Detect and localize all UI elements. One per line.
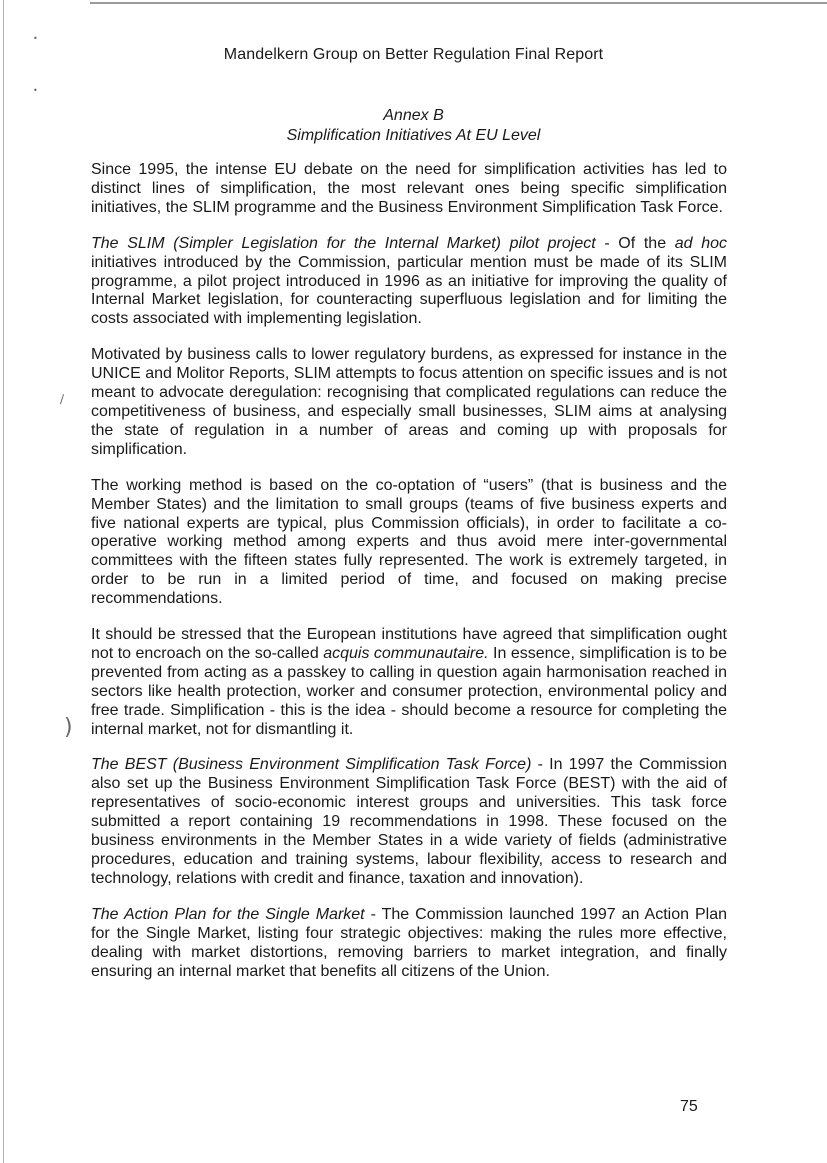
action-plan-lead-heading: The Action Plan for the Single Market <box>91 905 365 923</box>
paragraph-slim <box>91 235 727 330</box>
scan-left-edge <box>3 0 4 1163</box>
binder-hole-mark: ) <box>64 715 73 740</box>
paragraph-working-method: The working method is based on the co-optation of “users” (that is business and the Member States) and the limitation to small groups (teams of five business experts and five national experts are typical, plus Commission officials), in order to facilitate a co-operative working method among experts and thus avoid mere inter-governmental committees with the fifteen states fully represented. The work is extremely targeted, in order to be run in a limited period of time, and focused on making precise recommendations. <box>91 476 727 608</box>
annex-title: Simplification Initiatives At EU Level <box>286 127 541 144</box>
acquis-emphasis: acquis communautaire. <box>323 644 489 662</box>
paragraph-motivation: Motivated by business calls to lower regulatory burdens, as expressed for instance in the UNICE and Molitor Reports, SLIM attempts to focus attention on specific issues and is not meant to advocate deregulation: recognising that complicated regulations can reduce the competitiveness of business, and especially small businesses, SLIM aims at analysing the state of regulation in a number of areas and coming up with proposals for simplification. <box>91 346 727 458</box>
action-plan-text: - The Commission launched 1997 an Action Plan for the Single Market, listing four strategic objectives: making the rules more effective, dealing with market distortions, removing barriers to market integration, and finally ensuring an internal market that benefits all citizens of the Union. <box>91 905 727 980</box>
acquis-text-rest: In essence, simplification is to be prevented from acting as a passkey to calling in question again harmonisation reached in sectors like health protection, worker and consumer protection, environmental policy and free trade. Simplification - this is the idea - should become a resource for completing the internal market, not for dismantling it. <box>91 644 727 738</box>
acquis-text-start: It should be stressed that the European institutions have agreed that simplification ought not to encroach on the so-called <box>91 626 727 662</box>
annex-label: Annex B <box>383 107 444 124</box>
annex-heading <box>0 106 827 146</box>
page-number: 75 <box>680 1098 698 1115</box>
paragraph-action-plan <box>91 906 727 982</box>
paragraph-acquis <box>91 626 727 739</box>
ad-hoc-emphasis: ad hoc <box>674 234 727 252</box>
slim-text-rest: initiatives introduced by the Commission, particular mention must be made of its SLIM programme, a pilot project introduced in 1996 as an initiative for improving the quality of Internal Market legislation, for counteracting superfluous legislation and for limiting the costs associated with implementing legislation. <box>91 253 727 328</box>
slim-text-start: - Of the <box>595 234 675 252</box>
document-body <box>91 161 727 998</box>
scan-top-border <box>90 2 827 4</box>
margin-dot-mark: • <box>33 86 38 95</box>
paragraph-best <box>91 756 727 888</box>
margin-dot-mark: • <box>33 34 38 43</box>
paragraph-intro: Since 1995, the intense EU debate on the need for simplification activities has led to distinct lines of simplification, the most relevant ones being specific simplification initiatives, the SLIM programme and the Business Environment Simplification Task Force. <box>91 161 727 216</box>
margin-tick-mark: \ <box>56 392 68 406</box>
best-text: - In 1997 the Commission also set up the Business Environment Simplification Task Force (BEST) with the aid of representatives of socio-economic interest groups and universities. This task force submitted a report containing 19 recommendations in 1998. These focused on the business environments in the Member States in a wide variety of fields (administrative procedures, education and training systems, labour flexibility, access to research and technology, relations with credit and finance, taxation and innovation). <box>91 756 727 887</box>
best-lead-heading: The BEST (Business Environment Simplification Task Force) <box>91 756 532 774</box>
running-header: Mandelkern Group on Better Regulation Final Report <box>223 46 604 63</box>
slim-lead-heading: The SLIM (Simpler Legislation for the Internal Market) pilot project <box>91 234 596 252</box>
